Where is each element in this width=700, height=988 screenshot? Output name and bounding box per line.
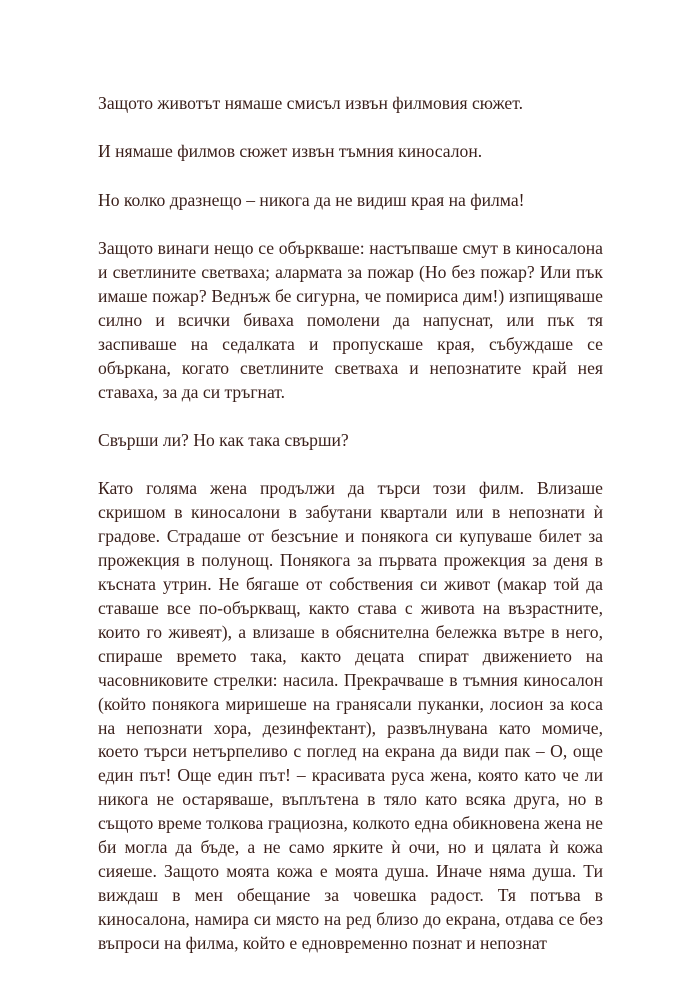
document-body: [98, 92, 603, 956]
paragraph: Но колко дразнещо – никога да не видиш края на филма!: [98, 189, 525, 210]
paragraph: Като голяма жена продължи да търси този филм. Влизаше скришом в киносалони в забутани квартали или в непознати ѝ градове. Страдаше от безсъние и понякога си купуваше билет за прожекция в полунощ. Понякога за първата прожекция за деня в късната утрин. Не бягаше от собствения си живот (макар той да ставаше все по-объркващ, както става с живота на възрастните, които го живеят), а влизаше в обяснителна бележка вътре в него, спираше времето така, както децата спират движението на часовниковите стрелки: насила. Прекрачваше в тъмния киносалон (който понякога миришеше на гранясали пуканки, лосион за коса на непознати хора, дезинфектант), развълнувана като момиче, което търси нетърпеливо с поглед на екрана да види пак – О, още един път! Още един път! – красивата руса жена, която като че ли никога не остаряваше, въплътена в тяло като всяка друга, но в същото време толкова грациозна, колкото една обикновена жена не би могла да бъде, а не само ярките ѝ очи, но и цялата ѝ кожа сияеше. Защото моята кожа е моята душа. Иначе няма душа. Ти виждаш в мен обещание за човешка радост. Тя потъва в киносалона, намира си място на ред близо до екрана, отдава се без въпроси на филма, който е едновременно познат и непознат: [98, 478, 603, 953]
paragraph: Свърши ли? Но как така свърши?: [98, 430, 349, 451]
paragraph: И нямаше филмов сюжет извън тъмния киносалон.: [98, 141, 483, 162]
paragraph: Защото животът нямаше смисъл извън филмовия сюжет.: [98, 93, 524, 113]
paragraph: Защото винаги нещо се объркваше: настъпваше смут в киносалона и светлините светваха; алармата за пожар (Но без пожар? Или пък имаше пожар? Веднъж бе сигурна, че помириса дим!) изпищяваше силно и всички биваха помолени да напуснат, или пък тя заспиваше на седалката и пропускаше края, събуждаше се объркана, когато светлините светваха и непознатите край нея ставаха, за да си тръгнат.: [98, 238, 603, 402]
